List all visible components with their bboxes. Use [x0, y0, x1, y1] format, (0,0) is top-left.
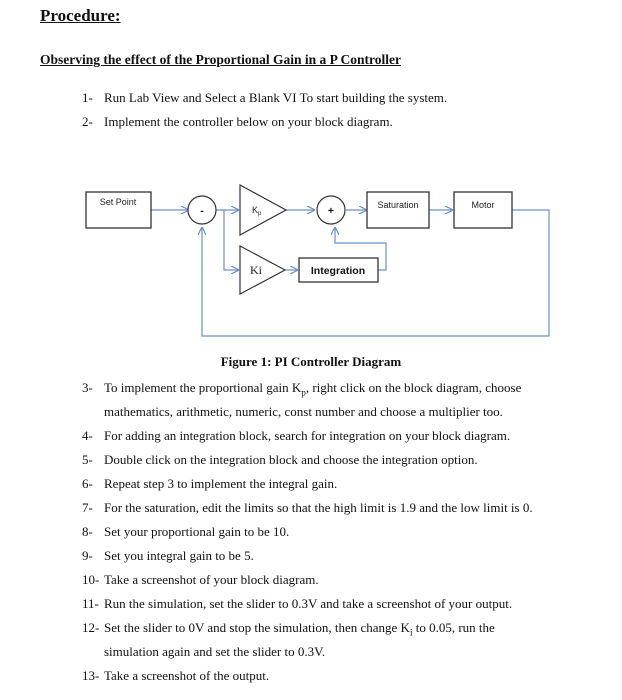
motor-label: Motor [471, 200, 495, 210]
step-13 [82, 668, 269, 684]
step-number: 9- [82, 548, 93, 563]
saturation-block [367, 192, 429, 228]
step-text-pre: To implement the proportional gain K [104, 380, 302, 395]
step-9 [82, 548, 254, 564]
plus-sign: + [327, 205, 335, 217]
step-text: Take a screenshot of the output. [104, 668, 270, 683]
step-text: Run the simulation, set the slider to 0.3V and take a screenshot of your output. [104, 596, 513, 611]
integration-label: Integration [310, 265, 366, 277]
section-heading: Observing the effect of the Proportional Gain in a P Controller [40, 52, 401, 67]
minus-sign: - [200, 205, 204, 217]
step-text: For the saturation, edit the limits so that the high limit is 1.9 and the low limit is 0. [104, 500, 533, 515]
step-number: 5- [82, 452, 93, 467]
step-5 [82, 452, 478, 468]
step-number: 2- [82, 114, 93, 129]
step-text-post: to 0.05, run the [412, 620, 495, 635]
step-number: 1- [82, 90, 93, 105]
kp-subscript: p [258, 211, 262, 217]
step-11 [82, 596, 512, 612]
motor-block [454, 192, 512, 228]
step-2 [82, 114, 393, 130]
step-8 [82, 524, 289, 540]
step-number: 6- [82, 476, 93, 491]
step-text: Run Lab View and Select a Blank VI To start building the system. [104, 90, 448, 105]
figure-caption: Figure 1: PI Controller Diagram [220, 354, 402, 369]
pi-controller-diagram [0, 170, 622, 350]
step-number: 7- [82, 500, 93, 515]
step-text-post: , right click on the block diagram, choose [305, 380, 522, 395]
kp-gain-block [240, 185, 286, 235]
step-4 [82, 428, 510, 444]
step-10 [82, 572, 319, 588]
step-subscript: p [301, 387, 306, 398]
step-number: 10- [82, 572, 100, 587]
step-text: Double click on the integration block and choose the integration option. [104, 452, 478, 467]
step-6 [82, 476, 337, 492]
step-text: Set you integral gain to be 5. [104, 548, 254, 563]
procedure-heading: Procedure: [40, 6, 121, 25]
step-number: 11- [82, 596, 99, 611]
step-text: For adding an integration block, search for integration on your block diagram. [104, 428, 511, 443]
step-number: 13- [82, 668, 100, 683]
wire-branch-to-ki [224, 210, 238, 270]
step-12-continuation: simulation again and set the slider to 0.3V. [104, 644, 326, 659]
step-7 [82, 500, 533, 516]
ki-gain-block [240, 246, 285, 294]
saturation-label: Saturation [377, 200, 419, 210]
step-text: Repeat step 3 to implement the integral gain. [104, 476, 338, 491]
step-number: 3- [82, 380, 93, 395]
step-12 [82, 620, 495, 641]
step-text: Take a screenshot of your block diagram. [104, 572, 319, 587]
step-3 [82, 380, 521, 401]
step-subscript: i [409, 627, 413, 638]
step-3-continuation: mathematics, arithmetic, numeric, const number and choose a multiplier too. [104, 404, 503, 419]
kp-main: K [252, 205, 259, 215]
step-text: Implement the controller below on your block diagram. [104, 114, 393, 129]
step-1 [82, 90, 447, 106]
ki-label: Ki [250, 263, 262, 277]
step-text-pre: Set the slider to 0V and stop the simulation, then change K [104, 620, 410, 635]
step-number: 8- [82, 524, 93, 539]
step-number: 12- [82, 620, 100, 635]
step-text: Set your proportional gain to be 10. [104, 524, 290, 539]
step-number: 4- [82, 428, 93, 443]
setpoint-label: Set Point [99, 197, 137, 207]
